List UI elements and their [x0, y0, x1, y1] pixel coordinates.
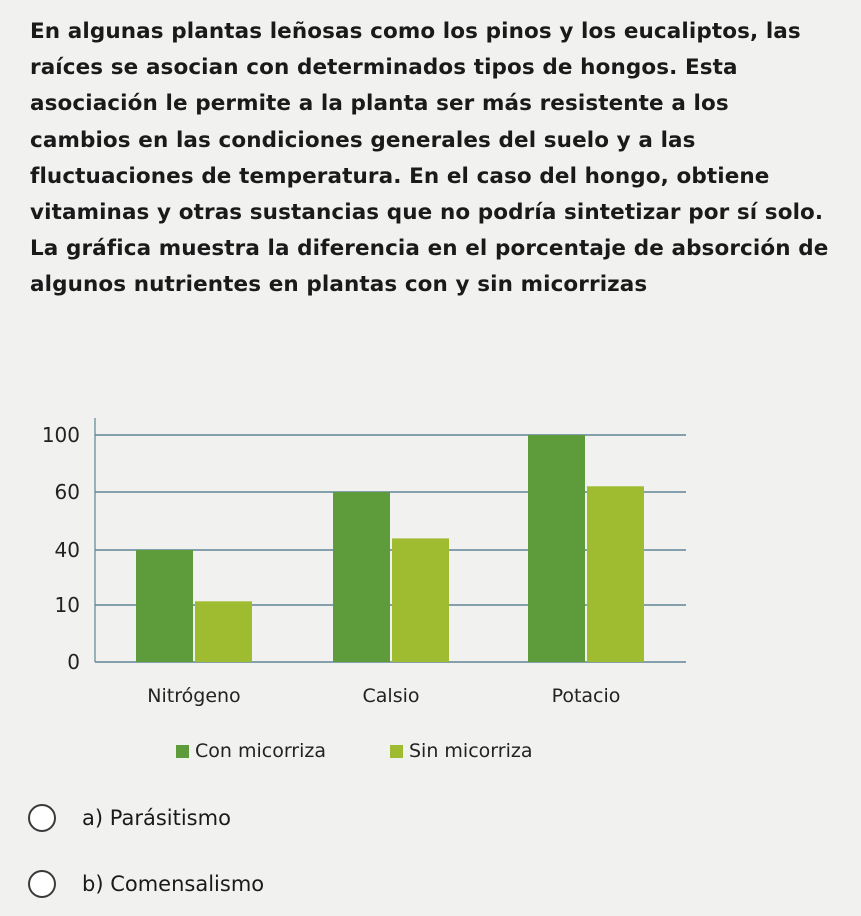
- legend-swatch-sin: [390, 745, 403, 758]
- option-b-label: b) Comensalismo: [82, 872, 265, 896]
- option-a-label: a) Parásitismo: [82, 806, 231, 830]
- nutrient-bar-chart: [0, 400, 861, 720]
- category-label: Calsio: [362, 685, 420, 707]
- bar-con-0: [136, 550, 193, 662]
- bar-sin-1: [392, 538, 449, 662]
- y-tick-label: 10: [54, 593, 80, 617]
- y-tick-label: 60: [54, 480, 80, 504]
- option-b-radio[interactable]: [28, 870, 56, 898]
- category-label: Potacio: [551, 685, 621, 707]
- bar-con-1: [333, 492, 390, 662]
- option-a[interactable]: [28, 804, 231, 832]
- category-labels: [147, 685, 620, 707]
- question-text: En algunas plantas leñosas como los pinos y los eucaliptos, las raíces se asocian con determinados tipos de hongos. Esta asociación le permite a la planta ser más resistente a los cambios en las condiciones generales del suelo y a las fluctuaciones de temperatura. En el caso del hongo, obtiene vitaminas y otras sustancias que no podría sintetizar por sí solo. La gráfica muestra la diferencia en el porcentaje de absorción de algunos nutrientes en plantas con y sin micorrizas: [30, 19, 829, 298]
- legend-item-con: [176, 740, 326, 762]
- y-tick-labels: [42, 423, 80, 674]
- y-tick-label: 40: [54, 538, 80, 562]
- category-label: Nitrógeno: [147, 685, 241, 707]
- option-b[interactable]: [28, 870, 264, 898]
- legend-swatch-con: [176, 745, 189, 758]
- option-a-radio[interactable]: [28, 804, 56, 832]
- y-tick-label: 100: [41, 423, 80, 447]
- legend-item-sin: [390, 740, 532, 762]
- bar-sin-0: [195, 601, 252, 662]
- bar-con-2: [528, 435, 585, 662]
- legend-label-sin: Sin micorriza: [409, 740, 533, 762]
- bar-sin-2: [587, 486, 644, 662]
- legend-label-con: Con micorriza: [195, 740, 327, 762]
- bars: [136, 435, 644, 662]
- y-tick-label: 0: [67, 650, 80, 674]
